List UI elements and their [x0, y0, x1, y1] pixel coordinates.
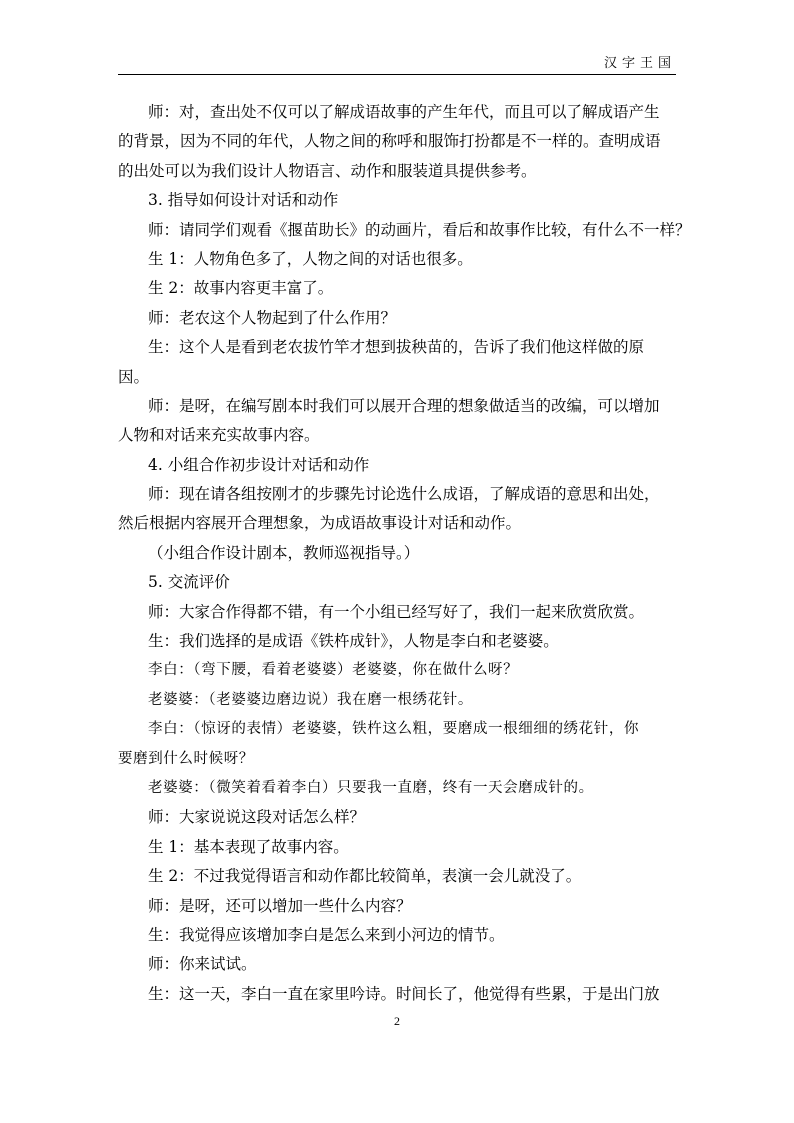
paragraph-line: 生 2：不过我觉得语言和动作都比较简单，表演一会儿就没了。: [148, 867, 582, 886]
script-line: 老婆婆：（老婆婆边磨边说）我在磨一根绣花针。: [148, 691, 473, 708]
paragraph-line: （小组合作设计剧本，教师巡视指导。）: [148, 543, 420, 562]
script-line: 要磨到什么时候呀？: [118, 750, 254, 767]
paragraph-line: 师：老农这个人物起到了什么作用？: [148, 308, 397, 327]
paragraph-line: 师：请同学们观看《揠苗助长》的动画片，看后和故事作比较，有什么不一样？: [148, 220, 691, 239]
paragraph-line: 的背景，因为不同的年代，人物之间的称呼和服饰打扮都是不一样的。查明成语: [118, 132, 661, 151]
paragraph-line: 人物和对话来充实故事内容。: [118, 426, 320, 445]
header-title: 汉字王国: [603, 56, 676, 71]
paragraph-line: 因。: [118, 367, 150, 386]
section-heading: 3. 指导如何设计对话和动作: [148, 191, 339, 210]
body-text: [118, 98, 691, 1009]
paragraph-line: 生：这个人是看到老农拔竹竿才想到拔秧苗的，告诉了我们他这样做的原: [148, 338, 645, 357]
paragraph-line: 师：是呀，还可以增加一些什么内容？: [148, 896, 412, 915]
paragraph-line: 然后根据内容展开合理想象，为成语故事设计对话和动作。: [118, 514, 522, 533]
paragraph-line: 师：对，查出处不仅可以了解成语故事的产生年代，而且可以了解成语产生: [148, 103, 660, 121]
paragraph-line: 生：我们选择的是成语《铁杵成针》，人物是李白和老婆婆。: [148, 632, 559, 651]
paragraph-line: 生：我觉得应该增加李白是怎么来到小河边的情节。: [148, 925, 505, 944]
section-heading: 5. 交流评价: [148, 573, 230, 592]
section-heading: 4. 小组合作初步设计对话和动作: [148, 455, 370, 474]
paragraph-line: 的出处可以为我们设计人物语言、动作和服装道具提供参考。: [118, 161, 537, 180]
paragraph-line: 师：大家合作得都不错，有一个小组已经写好了，我们一起来欣赏欣赏。: [148, 602, 645, 621]
script-line: 老婆婆：（微笑着看着李白）只要我一直磨，终有一天会磨成针的。: [148, 779, 594, 796]
paragraph-line: 师：你来试试。: [148, 955, 257, 974]
script-line: 李白：（惊讶的表情）老婆婆，铁杵这么粗，要磨成一根细细的绣花针，你: [148, 721, 640, 738]
paragraph-line: 生 1：人物角色多了，人物之间的对话也很多。: [148, 249, 473, 268]
paragraph-line: 师：大家说说这段对话怎么样？: [148, 808, 366, 827]
paragraph-line: 师：是呀，在编写剧本时我们可以展开合理的想象做适当的改编，可以增加: [148, 396, 660, 415]
paragraph-line: 生 1：基本表现了故事内容。: [148, 837, 349, 856]
header-divider: [118, 74, 676, 75]
paragraph-line: 师：现在请各组按刚才的步骤先讨论选什么成语，了解成语的意思和出处，: [148, 485, 660, 504]
page-number: 2: [394, 1014, 400, 1028]
script-line: 李白：（弯下腰，看着老婆婆）老婆婆，你在做什么呀？: [148, 662, 519, 679]
paragraph-line: 生 2：故事内容更丰富了。: [148, 279, 334, 298]
paragraph-line: 生：这一天，李白一直在家里吟诗。时间长了，他觉得有些累，于是出门放: [148, 984, 660, 1003]
